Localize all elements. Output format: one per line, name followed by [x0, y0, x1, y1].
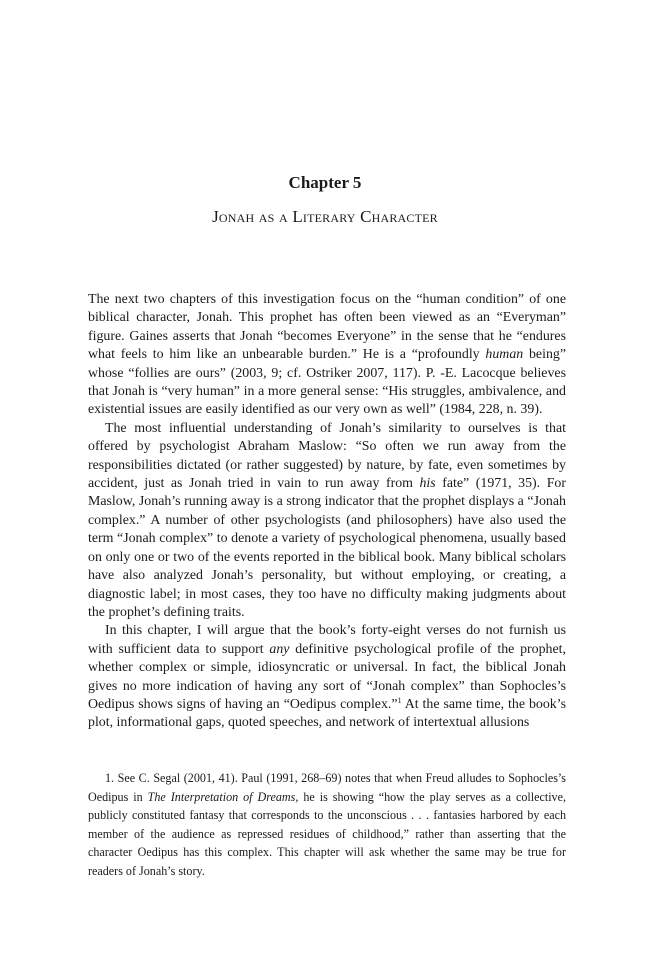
paragraph-text: being” whose “follies are ours” (2003, 9; cf. Ostriker 2007, 117). P. -E. Lacocque believes that Jonah is “very human” in a more general sense: “His struggles, ambivalence, and existential issues are easily identified as our very own as well” (1984, 228, n. 39). — [88, 347, 567, 418]
paragraph-text: definitive psychological profile of the prophet, whether complex or simple, idiosyncratic or universal. In fact, the biblical Jonah gives no more indication of having any sort of “Jonah complex” than Sophocles’s Oedipus shows signs of having an “Oedipus complex.” — [88, 641, 566, 712]
paragraph — [88, 420, 566, 622]
footnote-text: , he is showing “how the play serves as a collective, publicly constituted fantasy that corresponds to the unconscious . . . fantasies harbored by each member of the audience as repressed residues of childhood,” rather than asserting that the character Oedipus has this complex. This chapter will ask whether the same may be true for readers of Jonah’s story. — [88, 789, 566, 878]
chapter-title: Jonah as a Literary Character — [212, 207, 438, 226]
paragraph-text: At the same time, the book’s plot, informational gaps, quoted speeches, and network of intertextual allusions — [88, 696, 566, 731]
paragraph-emphasis: his — [419, 476, 436, 492]
footnote-text: 1. See C. Segal (2001, 41). Paul (1991, 268–69) notes that when Freud alludes to Sophocles’s Oedipus in — [88, 771, 566, 804]
body-text — [88, 291, 566, 733]
footnote — [88, 769, 566, 881]
paragraph — [88, 291, 566, 420]
footnote-reference[interactable]: 1 — [397, 695, 402, 705]
chapter-number: Chapter 5 — [288, 173, 362, 192]
paragraph-text: The most influential understanding of Jonah’s similarity to ourselves is that offered by psychologist Abraham Maslow: “So often we run away from the responsibilities dictated (or rather suggested) by nature, by fate, even sometimes by accident, just as Jonah tried in vain to run away from — [88, 420, 566, 492]
paragraph — [88, 622, 566, 732]
paragraph-emphasis: any — [269, 641, 290, 657]
paragraph-text: The next two chapters of this investigation focus on the “human condition” of one biblical character, Jonah. This prophet has often been viewed as an “Everyman” figure. Gaines asserts that Jonah “becomes Everyone” in the sense that he “endures what feels to him like an unbearable burden.” He is a “profoundly — [88, 292, 566, 363]
paragraph-emphasis: human — [485, 347, 524, 363]
paragraph-text: In this chapter, I will argue that the book’s forty-eight verses do not furnish us with sufficient data to support — [88, 623, 566, 657]
footnote-book-title: The Interpretation of Dreams — [147, 789, 296, 804]
paragraph-text: fate” (1971, 35). For Maslow, Jonah’s running away is a strong indicator that the prophet displays a “Jonah complex.” A number of other psychologists (and philosophers) have also used the term “Jonah complex” to denote a variety of psychological phenomena, usually based on only one or two of the events reported in the biblical book. Many biblical scholars have also analyzed Jonah’s personality, but without employing, or creating, a diagnostic label; in most cases, they too have no difficulty making judgments about the prophet’s defining traits. — [88, 476, 566, 620]
